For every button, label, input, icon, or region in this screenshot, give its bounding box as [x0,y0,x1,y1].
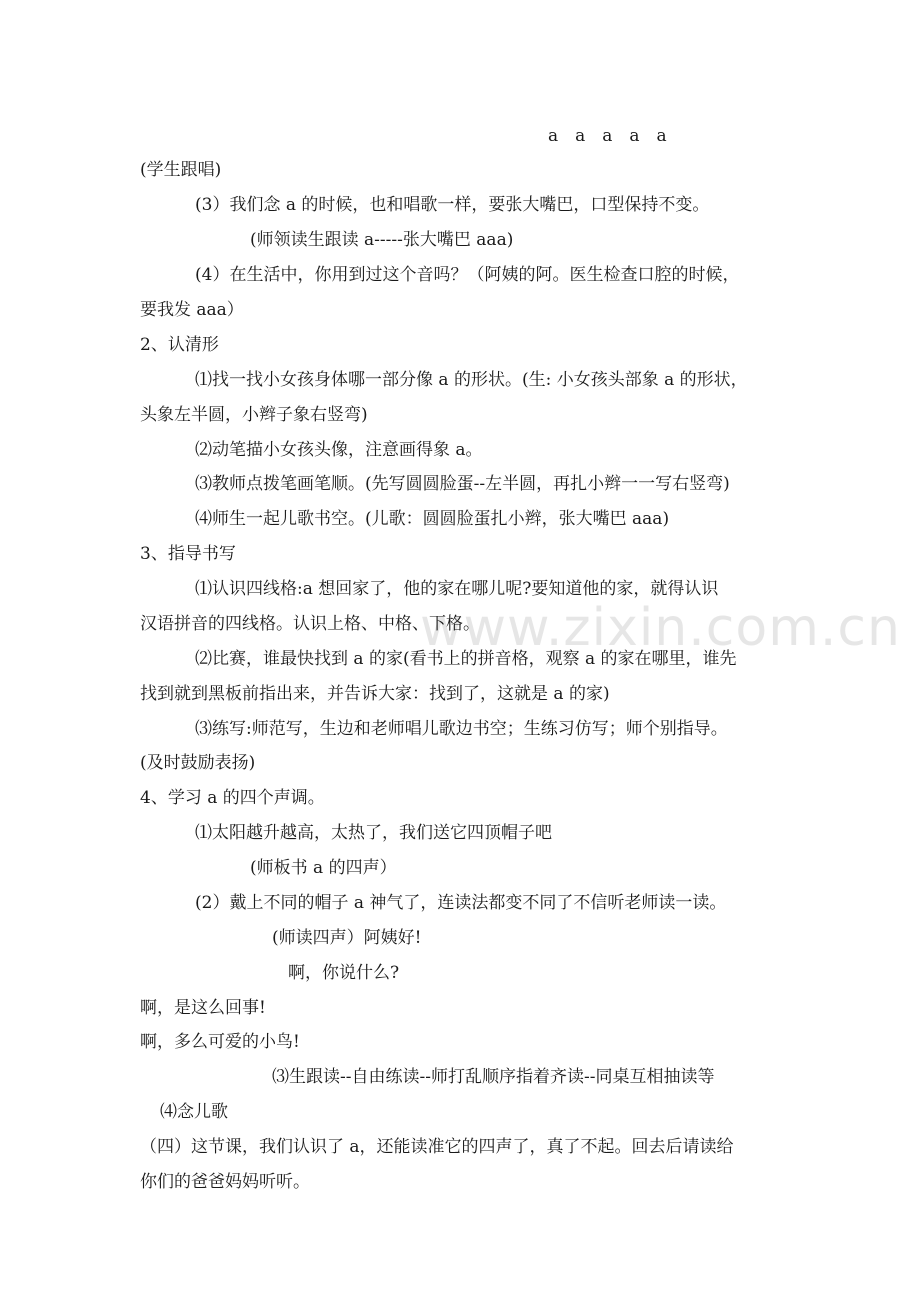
text-line: ⑵比赛，谁最快找到 a 的家(看书上的拼音格，观察 a 的家在哪里，谁先 [195,649,737,669]
text-line: (3）我们念 a 的时候，也和唱歌一样，要张大嘴巴，口型保持不变。 [195,195,710,215]
text-line: 要我发 aaa） [140,300,244,320]
text-line: 汉语拼音的四线格。认识上格、中格、下格。 [140,614,480,634]
section-heading: 3、指导书写 [140,544,236,564]
text-line: 头象左半圆，小辫子象右竖弯) [140,405,368,425]
text-line: ⑴太阳越升越高，太热了，我们送它四顶帽子吧 [195,823,552,843]
text-line: (4）在生活中，你用到过这个音吗？（阿姨的阿。医生检查口腔的时候， [195,265,740,285]
text-line: 你们的爸爸妈妈听听。 [140,1172,310,1192]
text-line: (师领读生跟读 a-----张大嘴巴 aaa) [250,230,514,250]
text-line: (学生跟唱) [140,160,222,180]
text-line: ⑶教师点拨笔画笔顺。(先写圆圆脸蛋--左半圆，再扎小辫一一写右竖弯) [195,474,730,494]
text-line: (师板书 a 的四声） [250,858,397,878]
watermark: www.zixin.com.cn [420,598,901,658]
text-line: （四）这节课，我们认识了 a，还能读准它的四声了，真了不起。回去后请读给 [140,1137,734,1157]
text-line: ⑴认识四线格:a 想回家了，他的家在哪儿呢?要知道他的家，就得认识 [195,579,719,599]
text-line: ⑶生跟读--自由练读--师打乱顺序指着齐读--同桌互相抽读等 [272,1067,715,1087]
text-line: 啊，是这么回事! [140,998,266,1018]
text-line: (及时鼓励表扬) [140,753,256,773]
section-heading: 4、学习 a 的四个声调。 [140,788,325,808]
text-line: (2）戴上不同的帽子 a 神气了，连读法都变不同了不信听老师读一读。 [195,893,727,913]
text-line: ⑷念儿歌 [160,1102,228,1122]
section-heading: 2、认清形 [140,335,219,355]
text-line: (师读四声）阿姨好! [272,928,422,948]
text-line: ⑶练写:师范写，生边和老师唱儿歌边书空；生练习仿写；师个别指导。 [195,719,728,739]
text-line: ⑴找一找小女孩身体哪一部分像 a 的形状。(生: 小女孩头部象 a 的形状， [195,370,748,390]
text-line: 啊，你说什么? [288,963,400,983]
text-line: ⑷师生一起儿歌书空。(儿歌：圆圆脸蛋扎小辫，张大嘴巴 aaa) [195,509,670,529]
tone-letters: a a a a a [548,126,667,146]
text-line: 啊，多么可爱的小鸟! [140,1032,300,1052]
text-line: 找到就到黑板前指出来，并告诉大家：找到了，这就是 a 的家) [140,684,610,704]
text-line: ⑵动笔描小女孩头像，注意画得象 a。 [195,440,483,460]
